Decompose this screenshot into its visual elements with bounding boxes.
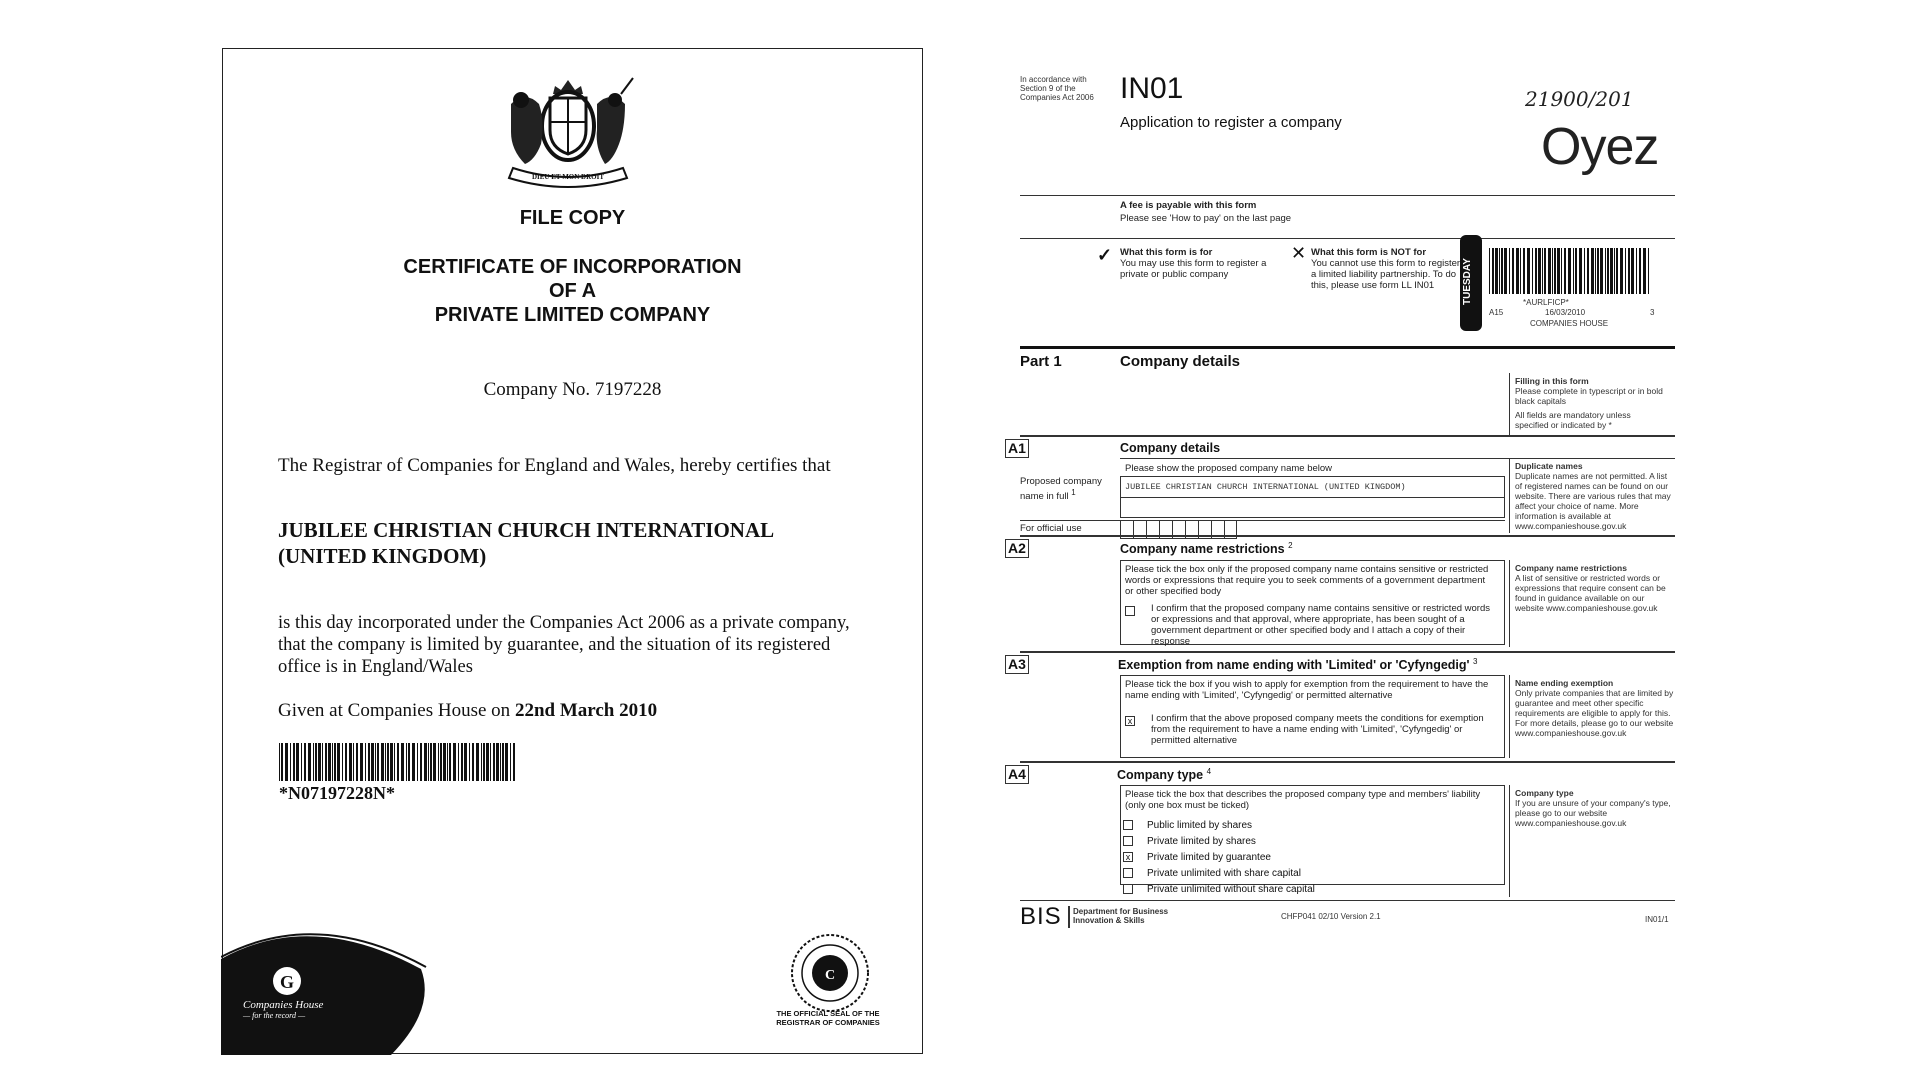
filling-text: Please complete in typescript or in bold black capitals xyxy=(1515,386,1663,406)
name-restrictions-note xyxy=(1515,563,1675,645)
section-a2-ref: 2 xyxy=(1288,541,1293,550)
part-title: Company details xyxy=(1120,353,1241,370)
form-not-for xyxy=(1311,247,1461,291)
a3-box xyxy=(1120,675,1505,758)
company-name xyxy=(278,517,862,569)
certificate-barcode-icon xyxy=(279,743,519,781)
proposed-name-label xyxy=(1020,476,1110,502)
crest-motto: DIEU ET MON DROIT xyxy=(531,173,605,181)
fee-note: Please see 'How to pay' on the last page xyxy=(1120,213,1292,224)
seal-caption: THE OFFICIAL SEAL OF THE REGISTRAR OF COMPANIES xyxy=(776,1009,880,1027)
section-a4-title-text: Company type xyxy=(1117,768,1204,783)
company-type-checkbox[interactable] xyxy=(1123,820,1133,830)
form-for xyxy=(1120,247,1280,280)
company-name-line-2: (UNITED KINGDOM) xyxy=(278,544,487,568)
section-a4-label: A4 xyxy=(1005,765,1029,784)
company-type-note xyxy=(1515,788,1675,828)
company-type-option[interactable] xyxy=(1123,820,1252,832)
name-restrictions-title: Company name restrictions xyxy=(1515,563,1627,573)
company-number: Company No. 7197228 xyxy=(483,379,662,400)
logo-text: Companies House xyxy=(243,999,324,1011)
name-label-text: Proposed company name in full xyxy=(1020,476,1102,503)
filling-note xyxy=(1515,376,1665,430)
form-not-for-title: What this form is NOT for xyxy=(1311,247,1427,258)
svg-text:C: C xyxy=(824,968,836,983)
form-page-code: IN01/1 xyxy=(1645,915,1669,924)
section-a2-title-text: Company name restrictions xyxy=(1120,542,1285,557)
incorporation-statement: is this day incorporated under the Companies Act 2006 as a private company, that the company is limited by guarantee, and the situation of its registered office is in England/Wales xyxy=(278,613,850,677)
duplicate-names-note xyxy=(1515,461,1675,533)
stamp-number: 3 xyxy=(1650,308,1655,317)
logo-subtext: — for the record — xyxy=(243,1011,306,1020)
section-a3-title xyxy=(1118,657,1477,672)
a2-instruction: Please tick the box only if the proposed company name contains sensitive or restricted words or expressions that require you to seek comments of a government department or other specified body xyxy=(1125,564,1489,597)
company-type-option[interactable] xyxy=(1123,868,1301,880)
official-use-label: For official use xyxy=(1020,523,1082,534)
company-type-label: Public limited by shares xyxy=(1147,820,1253,831)
name-ending-title: Name ending exemption xyxy=(1515,678,1614,688)
name-ending-note xyxy=(1515,678,1675,758)
certificate-title-line-1: CERTIFICATE OF INCORPORATION xyxy=(403,256,742,278)
stamp-barcode-icon xyxy=(1489,248,1651,294)
form-title: Application to register a company xyxy=(1120,114,1342,131)
company-type-label: Private unlimited without share capital xyxy=(1147,884,1315,895)
name-ending-text: Only private companies that are limited by guarantee and meet other specific requirements are eligible to apply for this. For more details, please go to our website www.companieshouse.gov.uk xyxy=(1515,688,1674,738)
act-note: In accordance with Section 9 of the Companies Act 2006 xyxy=(1020,75,1094,102)
a2-confirm: I confirm that the proposed company name contains sensitive or restricted words or expressions and that approval, where appropriate, has been sought of a government department or other specified body and I attach a copy of their response xyxy=(1151,603,1490,647)
date-stamp-tab xyxy=(1460,235,1482,331)
company-type-option[interactable] xyxy=(1123,836,1256,848)
a3-confirm: I confirm that the above proposed company meets the conditions for exemption from the requirement to have a name ending with 'Limited', 'Cyfyngedig' or permitted alternative xyxy=(1151,713,1484,746)
section-a2-label: A2 xyxy=(1005,539,1029,558)
section-a4-title xyxy=(1117,767,1211,782)
company-type-option[interactable] xyxy=(1123,884,1315,896)
company-type-label: Private unlimited with share capital xyxy=(1147,868,1301,879)
section-a2-title xyxy=(1120,541,1293,556)
a1-instruction: Please show the proposed company name below xyxy=(1125,463,1333,474)
duplicate-names-title: Duplicate names xyxy=(1515,461,1583,471)
a3-instruction: Please tick the box if you wish to apply for exemption from the requirement to have the name ending with 'Limited', 'Cyfyngedig' or permitted alternative xyxy=(1125,679,1489,701)
name-restrictions-text: A list of sensitive or restricted words or expressions that require consent can be found in guidance available on our website www.companieshouse.gov.uk xyxy=(1515,573,1666,613)
a2-box xyxy=(1120,560,1505,645)
certificate-page xyxy=(222,48,923,1054)
section-a3-ref: 3 xyxy=(1472,657,1478,666)
certificate-title xyxy=(223,255,922,327)
form-for-text: You may use this form to register a private or public company xyxy=(1120,258,1267,280)
company-name-line-1: JUBILEE CHRISTIAN CHURCH INTERNATIONAL xyxy=(278,518,775,542)
royal-coat-of-arms-icon xyxy=(493,64,643,194)
stamp-code: *AURLFICP* xyxy=(1523,298,1569,307)
tick-icon: ✓ xyxy=(1097,245,1113,265)
company-type-checkbox[interactable] xyxy=(1123,884,1133,894)
stamp-ref: A15 xyxy=(1489,308,1504,317)
mandatory-text: All fields are mandatory unless specified or indicated by * xyxy=(1515,410,1631,430)
company-type-option[interactable] xyxy=(1123,852,1271,864)
section-a4-ref: 4 xyxy=(1206,767,1212,776)
company-type-note-text: If you are unsure of your company's type, please go to our website www.companieshouse.gov.uk xyxy=(1515,798,1671,828)
company-type-checkbox[interactable] xyxy=(1123,868,1133,878)
companies-house-logo-text xyxy=(243,999,323,1020)
duplicate-names-text: Duplicate names are not permitted. A list of registered names can be found on our website. There are various rules that may affect your choice of name. More information is available at www.companieshouse.gov.uk xyxy=(1515,471,1671,531)
name-label-ref: 1 xyxy=(1071,488,1076,497)
file-copy-heading: FILE COPY xyxy=(519,207,626,229)
certificate-title-line-3: PRIVATE LIMITED COMPANY xyxy=(434,304,711,326)
a4-instruction: Please tick the box that describes the proposed company type and members' liability (only one box must be ticked) xyxy=(1125,789,1481,811)
section-a3-label: A3 xyxy=(1005,655,1029,674)
company-type-label: Private limited by guarantee xyxy=(1147,852,1271,863)
form-code: IN01 xyxy=(1120,72,1184,105)
proposed-name-value: JUBILEE CHRISTIAN CHURCH INTERNATIONAL (UNITED KINGDOM) xyxy=(1125,482,1406,492)
cross-icon: ✕ xyxy=(1291,243,1307,263)
bis-logo: BIS xyxy=(1020,903,1062,930)
section-a1-label: A1 xyxy=(1005,439,1029,458)
given-date: 22nd March 2010 xyxy=(514,700,658,721)
fee-title: A fee is payable with this form xyxy=(1120,200,1257,211)
certificate-title-line-2: OF A xyxy=(548,280,597,302)
a3-checkbox[interactable]: x xyxy=(1125,716,1135,726)
given-prefix: Given at Companies House on xyxy=(278,700,511,721)
filling-title: Filling in this form xyxy=(1515,376,1589,386)
proposed-name-field[interactable] xyxy=(1120,476,1505,518)
oyez-brand-logo: Oyez xyxy=(1541,118,1659,176)
svg-text:G: G xyxy=(279,972,295,992)
stamp-date: 16/03/2010 xyxy=(1545,308,1586,317)
company-type-note-title: Company type xyxy=(1515,788,1574,798)
stamp-office: COMPANIES HOUSE xyxy=(1530,319,1609,328)
form-for-title: What this form is for xyxy=(1120,247,1213,258)
stamp-day: TUESDAY xyxy=(1462,258,1473,305)
section-a1-title: Company details xyxy=(1120,441,1221,455)
handwritten-reference: 21900/201 xyxy=(1525,87,1634,111)
bis-department: Department for Business Innovation & Skills xyxy=(1073,907,1169,925)
company-type-label: Private limited by shares xyxy=(1147,836,1256,847)
part-label: Part 1 xyxy=(1020,353,1062,370)
form-not-for-text: You cannot use this form to register a limited liability partnership. To do this, please use form LL IN01 xyxy=(1311,258,1461,291)
form-version: CHFP041 02/10 Version 2.1 xyxy=(1281,912,1381,921)
company-type-checkbox[interactable]: x xyxy=(1123,852,1133,862)
company-type-checkbox[interactable] xyxy=(1123,836,1133,846)
section-a3-title-text: Exemption from name ending with 'Limited' or 'Cyfyngedig' xyxy=(1118,658,1470,673)
certificate-barcode-text: *N07197228N* xyxy=(279,783,395,803)
companies-house-logo-icon xyxy=(221,919,431,1055)
a2-checkbox[interactable] xyxy=(1125,606,1135,616)
given-at-statement xyxy=(278,700,862,722)
form-in01-page xyxy=(1005,55,1915,1055)
registrar-statement: The Registrar of Companies for England and Wales, hereby certifies that xyxy=(278,455,831,476)
